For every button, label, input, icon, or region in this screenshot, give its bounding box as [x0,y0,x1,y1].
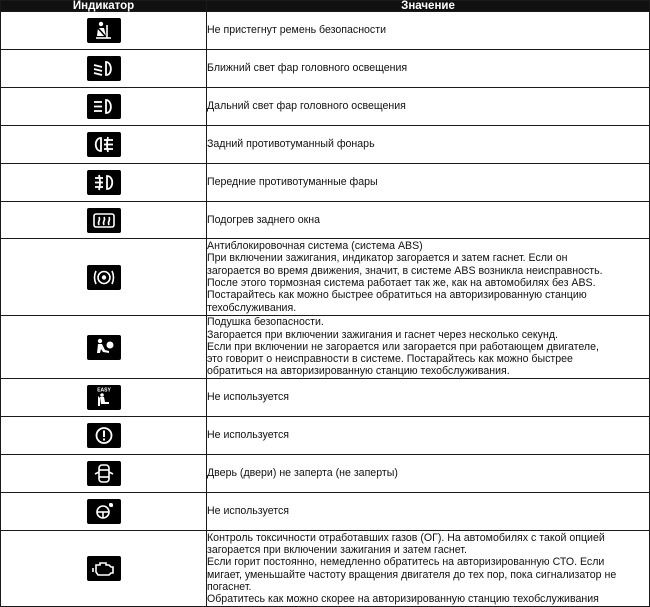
meaning-line: Не пристегнут ремень безопасности [207,24,387,37]
indicator-cell [1,316,207,379]
meaning-line: Не используется [207,505,290,518]
table-row [1,455,650,493]
meaning-cell [207,493,650,531]
low-beam-icon [87,56,121,81]
table-row [1,88,650,126]
meaning-line: Если при включении не загорается или загорается при работающем двигателе, [207,340,599,353]
table-row [1,493,650,531]
meaning-line: После этого тормозная система работает так же, как на автомобилях без ABS. [207,277,596,289]
table-row [1,164,650,202]
meaning-line: Не используется [207,429,290,442]
meaning-line: Не используется [207,391,290,404]
table-row [1,316,650,379]
indicator-cell [1,164,207,202]
meaning-line: Антиблокировочная система (система ABS) [207,240,423,253]
meaning-cell [207,126,650,164]
indicator-cell [1,379,207,417]
meaning-line: обратиться на авторизированную станцию техобслуживания. [207,365,510,378]
meaning-line: загорается при включении зажигания и затем гаснет. [207,543,467,556]
exclamation-circle-icon [87,423,121,448]
meaning-line: Передние противотуманные фары [207,176,378,189]
meaning-line: Ближний свет фар головного освещения [207,62,408,75]
table-row [1,379,650,417]
meaning-line: Контроль токсичности отработавших газов (ОГ). На автомобилях с такой опцией [207,531,605,544]
meaning-cell [207,316,650,379]
meaning-line: При включении зажигания, индикатор загорается и затем гаснет. Если он [207,252,568,265]
indicator-cell [1,239,207,316]
table-row [1,12,650,50]
meaning-line: Обратитесь как можно скорее на авторизированную станцию техобслуживания [207,593,599,606]
meaning-line: Дверь (двери) не заперта (не заперты) [207,467,398,480]
meaning-cell [207,239,650,316]
indicator-cell [1,126,207,164]
meaning-cell [207,455,650,493]
meaning-cell [207,531,650,607]
meaning-line: мигает, уменьшайте частоту вращения двигателя до тех пор, пока сигнализатор не [207,568,617,581]
meaning-line: Постарайтесь как можно быстрее обратиться на авторизированную станцию [207,289,587,302]
indicator-cell [1,417,207,455]
high-beam-icon [87,94,121,119]
table-row [1,417,650,455]
indicator-cell [1,88,207,126]
meaning-line: погаснет. [207,580,252,593]
meaning-line: загорается во время движения, значит, в системе ABS возникла неисправность. [207,264,603,277]
indicator-cell [1,202,207,239]
meaning-cell [207,12,650,50]
table-row [1,50,650,88]
indicator-cell [1,531,207,607]
meaning-line: Дальний свет фар головного освещения [207,100,406,113]
meaning-line: Подушка безопасности. [207,316,324,329]
meaning-cell [207,417,650,455]
meaning-line: Если горит постоянно, немедленно обратитесь на авторизированную СТО. Если [207,556,605,569]
easy-label: EASY [96,387,111,394]
meaning-cell [207,202,650,239]
table-row [1,239,650,316]
header-meaning: Значение [207,1,650,12]
indicator-cell [1,455,207,493]
table-header-row [1,1,650,12]
meaning-line: Задний противотуманный фонарь [207,138,375,151]
meaning-line: Загорается при включении зажигания и гаснет через несколько секунд. [207,328,558,341]
meaning-cell [207,164,650,202]
table-row [1,202,650,239]
abs-icon [87,265,121,290]
indicator-cell [1,493,207,531]
easy-seat-icon [87,385,121,410]
table-row [1,126,650,164]
table-row [1,531,650,607]
steering-icon [87,499,121,524]
check-engine-icon [87,556,121,581]
indicator-cell [1,12,207,50]
meaning-line: Подогрев заднего окна [207,213,320,226]
door-open-icon [87,461,121,486]
meaning-line: техобслуживания. [207,301,297,314]
meaning-cell [207,88,650,126]
rear-defrost-icon [87,208,121,233]
seatbelt-icon [87,18,121,43]
indicator-cell [1,50,207,88]
front-fog-icon [87,170,121,195]
meaning-cell [207,379,650,417]
header-indicator: Индикатор [1,1,207,12]
rear-fog-icon [87,132,121,157]
meaning-cell [207,50,650,88]
airbag-icon [87,335,121,360]
meaning-line: это говорит о неисправности в системе. Постарайтесь как можно быстрее [207,353,573,366]
